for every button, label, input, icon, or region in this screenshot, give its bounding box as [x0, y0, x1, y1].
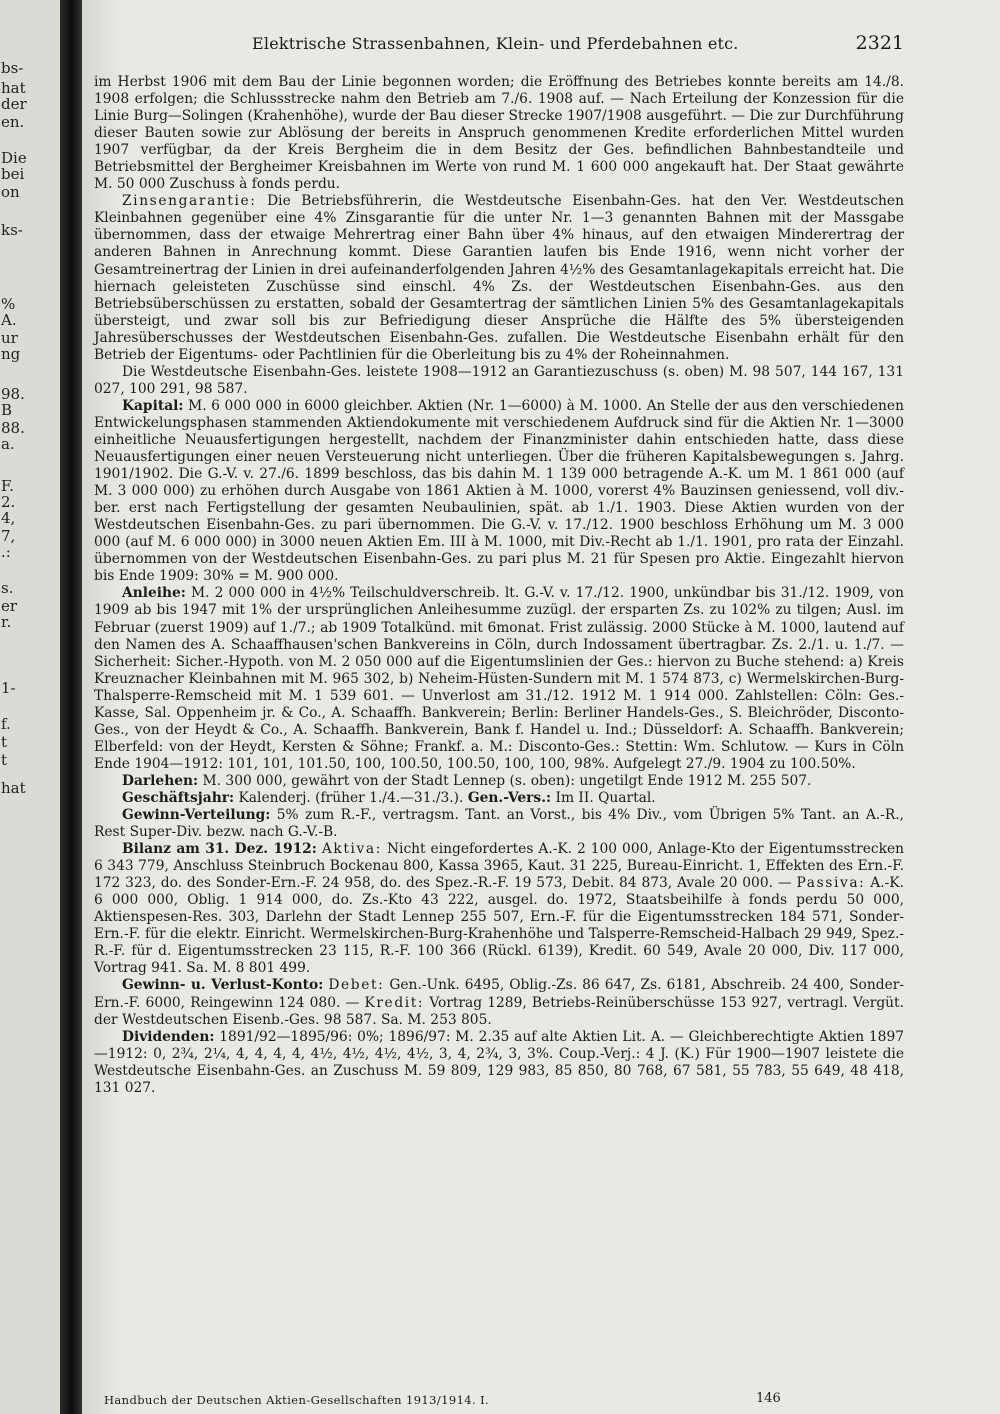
facing-page-fragment: 98. [1, 385, 25, 403]
paragraph-text: M. 2 000 000 in 4½% Teilschuldverschreib. lt. G.-V. v. 17./12. 1900, unkündbar bis 31./12. 1909, von 1909 ab bis 1947 mit 1% der ursprünglichen Anleihesumme zuzügl. der ersparten Zs. zu 102% zu tilgen; Ausl. im Februar (zuerst 1909) auf 1./7.; ab 1909 Totalkünd. mit 6monat. Frist zulässig. 2000 Stücke à M. 1000, lautend auf den Namen des A. Schaaffhausen'schen Bankvereins in Cöln, durch Indossament übertragbar. Zs. 2./1. u. 1./7. — Sicherheit: Sicher.-Hypoth. von M. 2 050 000 auf die Eigentumslinien der Ges.: hiervon zu Buche stehend: a) Kreis Kreuznacher Kleinbahnen mit M. 965 302, b) Neheim-Hüsten-Sundern mit M. 1 574 873, c) Wermelskirchen-Burg-Thalsperre-Remscheid mit M. 1 539 601. — Unverlost am 31./12. 1912 M. 1 914 000. Zahlstellen: Cöln: Ges.-Kasse, Sal. Oppenheim jr. & Co., A. Schaaffh. Bankverein; Berlin: Berliner Handels-Ges., S. Bleichröder, Disconto-Ges., von der Heydt & Co., A. Schaaffh. Bankverein, Bank f. Handel u. Ind.; Düsseldorf: A. Schaaffh. Bankverein; Elberfeld: von der Heydt, Kersten & Söhne; Frankf. a. M.: Disconto-Ges.: Stettin: Wm. Schlutow. — Kurs in Cöln Ende 1904—1912: 101, 101, 101.50, 100, 100.50, 100.50, 100, 100, 98%. Aufgelegt 27./9. 1904 zu 100.50%. [94, 585, 904, 772]
paragraph-anleihe [94, 585, 904, 773]
facing-page-fragment: er [1, 597, 18, 615]
book-gutter [60, 0, 84, 1414]
paragraph-gewinn-verlust [94, 977, 904, 1028]
subsection-label: Aktiva: [321, 841, 382, 858]
facing-page-fragment: A. [1, 311, 17, 329]
paragraph-text: M. 300 000, gewährt von der Stadt Lennep (s. oben): ungetilgt Ende 1912 M. 255 507. [202, 772, 812, 789]
paragraph-dividenden [94, 1029, 904, 1097]
facing-page-fragment: 4, [1, 509, 16, 527]
footer-signature: 146 [756, 1391, 781, 1406]
subsection-label: Passiva: [796, 875, 866, 892]
facing-page-fragment: hat [1, 79, 26, 97]
facing-page-fragment: f. [1, 715, 11, 733]
paragraph-garantiezuschuss [94, 364, 904, 398]
page-number: 2321 [855, 32, 904, 54]
facing-page-fragment: r. [1, 613, 12, 631]
facing-page-fragment: F. [1, 477, 14, 495]
facing-page-fragment: 7, [1, 527, 16, 545]
facing-page-fragment: ur [1, 329, 18, 347]
facing-page-fragment: en. [1, 113, 25, 131]
section-label: Kapital: [122, 397, 184, 414]
paragraph-zinsengarantie [94, 193, 904, 363]
document-page [82, 0, 1000, 1414]
paragraph-gewinn-verteilung [94, 807, 904, 841]
subsection-label: Debet: [328, 977, 385, 994]
paragraph-text: A.-K. 6 000 000, Oblig. 1 914 000, do. Zs.-Kto 43 222, ausgel. do. 1972, Staatsbeihilfe à fonds perdu 50 000, Aktienspesen-Res. 303, Darlehn der Stadt Lennep 255 507, Ern.-F. für die Eigentumsstrecken 184 571, Sonder-Ern.-F. für die elektr. Einricht. Wermelskirchen-Burg-Krahenhöhe und Talsperre-Remscheid-Halbach 29 949, Spez.-R.-F. für d. Eigentumsstrecken 23 115, R.-F. 100 366 (Rückl. 6139), Kredit. 60 549, Avale 20 000, Div. 117 000, Vortrag 941. Sa. M. 8 801 499. [94, 875, 905, 977]
section-label: Zinsengarantie: [122, 193, 257, 210]
section-label: Anleihe: [122, 585, 186, 602]
paragraph-text: Kalenderj. (früher 1./4.—31./3.). [238, 789, 464, 806]
facing-page-fragment: on [1, 183, 20, 201]
paragraph-text: im Herbst 1906 mit dem Bau der Linie begonnen worden; die Eröffnung des Betriebes konnte bereits am 14./8. 1908 erfolgen; die Schlussstrecke nahm den Betrieb am 7./6. 1908 auf. — Nach Erteilung der Konzession für die Linie Burg—Solingen (Krahenhöhe), wurde der Bau dieser Strecke 1907/1908 ausgeführt. — Die zur Durchführung dieser Bauten sowie zur Ablösung der bereits in Anspruch genommenen Kredite erforderlichen Mittel wurden 1907 verfügbar, da der Kreis Bergheim die in dem Besitz der Ges. befindlichen Bahnbestandteile und Betriebsmittel der Bergheimer Kreisbahnen im Werte von rund M. 1 600 000 angekauft hat. Der Staat gewährte M. 50 000 Zuschuss à fonds perdu. [94, 74, 904, 193]
facing-page-fragment: % [1, 295, 16, 313]
paragraph-text: M. 6 000 000 in 6000 gleichber. Aktien (Nr. 1—6000) à M. 1000. An Stelle der aus den verschiedenen Entwickelungsphasen stammenden Aktiendokumente mit verschiedenem Aufdruck sind für die Aktien Nr. 1—3000 einheitliche Neuausfertigungen hergestellt, nachdem der Finanzminister dahin entschieden hatte, dass diese Neuausfertigungen einer neuen Versteuerung nicht unterliegen. Über die früheren Kapitalsbewegungen s. Jahrg. 1901/1902. Die G.-V. v. 27./6. 1899 beschloss, das bis dahin M. 1 139 000 betragende A.-K. um M. 1 861 000 (auf M. 3 000 000) zu erhöhen durch Ausgabe von 1861 Aktien à M. 1000, vorerst 4% Bauzinsen geniessend, voll div.-ber. erst nach Fertigstellung der gesamten Neubaulinien, spät. ab 1./1. 1903. Diese Aktien wurden von der Westdeutschen Eisenbahn-Ges. zu pari übernommen. Die G.-V. v. 17./12. 1900 beschloss Erhöhung um M. 3 000 000 (auf M. 6 000 000) in 3000 neuen Aktien Em. III à M. 1000, mit Div.-Recht ab 1./1. 1901, pro rata der Einzahl. übernommen von der Westdeutschen Eisenbahn-Ges. zu pari plus M. 21 für Spesen pro Aktie. Eingezahlt hiervon bis Ende 1909: 30% = M. 900 000. [94, 397, 904, 585]
paragraph-text: Nicht eingefordertes A.-K. 2 100 000, Anlage-Kto der Eigentumsstrecken 6 343 779, Anschluss Steinbruch Bockenau 800, Kassa 3965, Kaut. 31 225, Bureau-Einricht. 1, Effekten des Ern.-F. 172 323, do. des Sonder-Ern.-F. 24 958, do. des Spez.-R.-F. 19 573, Debit. 84 873, Avale 20 000. — [94, 841, 905, 892]
paragraph-text: Die Betriebsführerin, die Westdeutsche Eisenbahn-Ges. hat den Ver. Westdeutschen Kleinbahnen gegenüber eine 4% Zinsgarantie für die unter Nr. 1—3 genannten Bahnen mit der Massgabe übernommen, dass der etwaige Mehrertrag einer Bahn über 4% hinaus, auf den etwaigen Minderertrag der anderen Bahnen in Anrechnung kommt. Diese Garantien laufen bis Ende 1916, wenn nicht vorher der Gesamtreinertrag der Linien in drei aufeinanderfolgenden Jahren 4½% des Gesamtanlagekapitals erreicht hat. Die hiernach geleisteten Zuschüsse sind einschl. 4% Zs. der Westdeutschen Eisenbahn-Ges. aus den Betriebsüberschüssen zu erstatten, sobald der Gesamtertrag der sämtlichen Linien 5% des Gesamtanlagekapitals übersteigt, und zwar soll bis zur Befriedigung dieser Ansprüche die Hälfte des 5% übersteigenden Jahresüberschusses der Westdeutschen Eisenbahn-Ges. zufallen. Die Westdeutsche Eisenbahn erhält für den Betrieb der Eigentums- oder Pachtlinien für die Oberleitung bis zu 4% der Roheinnahmen. [94, 193, 904, 363]
footer-source: Handbuch der Deutschen Aktien-Gesellschaften 1913/1914. I. [104, 1393, 490, 1407]
paragraph-darlehen [94, 773, 904, 790]
section-label: Bilanz am 31. Dez. 1912: [122, 841, 317, 858]
facing-page-fragment: a. [1, 435, 15, 453]
facing-page-fragment: 2. [1, 493, 16, 511]
section-label: Gen.-Vers.: [467, 789, 552, 806]
section-label: Geschäftsjahr: [122, 789, 235, 806]
facing-page-fragment: B [1, 401, 13, 419]
facing-page-fragment: hat [1, 779, 26, 797]
paragraph-text: Die Westdeutsche Eisenbahn-Ges. leistete 1908—1912 an Garantiezuschuss (s. oben) M. 98 507, 144 167, 131 027, 100 291, 98 587. [94, 363, 904, 397]
paragraph-geschaeftsjahr [94, 790, 904, 807]
facing-page-fragment: 88. [1, 419, 25, 437]
section-label: Darlehen: [122, 772, 199, 789]
paragraph-text: Im II. Quartal. [555, 789, 656, 806]
section-label: Dividenden: [122, 1028, 215, 1045]
facing-page-fragment: ng [1, 345, 21, 363]
facing-page-edge [0, 0, 68, 1414]
facing-page-fragment: 1- [1, 679, 16, 697]
paragraph-bilanz [94, 841, 904, 977]
facing-page-fragment: s. [1, 579, 14, 597]
facing-page-fragment: .: [1, 543, 11, 561]
facing-page-fragment: der [1, 95, 27, 113]
body-text [94, 74, 904, 1097]
paragraph-text: 1891/92—1895/96: 0%; 1896/97: M. 2.35 auf alte Aktien Lit. A. — Gleichberechtigte Aktien 1897—1912: 0, 2¾, 2¼, 4, 4, 4, 4, 4½, 4½, 4½, 4½, 3, 4, 2¾, 3, 3%. Coup.-Verj.: 4 J. (K.) Für 1900—1907 leistete die Westdeutsche Eisenbahn-Ges. an Zuschuss M. 59 809, 129 983, 85 850, 80 768, 67 581, 55 783, 55 649, 48 418, 131 027. [94, 1028, 905, 1096]
subsection-label: Kredit: [364, 994, 425, 1011]
section-label: Gewinn- u. Verlust-Konto: [122, 977, 324, 994]
facing-page-fragment: Die [1, 149, 27, 167]
section-label: Gewinn-Verteilung: [122, 807, 271, 824]
facing-page-fragment: ks- [1, 221, 23, 239]
facing-page-fragment: bs- [1, 59, 24, 77]
facing-page-fragment: t [1, 751, 8, 769]
running-title: Elektrische Strassenbahnen, Klein- und Pferdebahnen etc. [252, 34, 739, 53]
facing-page-fragment: t [1, 733, 8, 751]
paragraph-construction [94, 74, 904, 193]
paragraph-text: Gen.-Unk. 6495, Oblig.-Zs. 86 647, Zs. 6181, Abschreib. 24 400, Sonder-Ern.-F. 6000, Reingewinn 124 080. — [94, 977, 904, 1011]
paragraph-text: 5% zum R.-F., vertragsm. Tant. an Vorst., bis 4% Div., vom Übrigen 5% Tant. an A.-R., Rest Super-Div. bezw. nach G.-V.-B. [94, 807, 904, 841]
facing-page-fragment: bei [1, 165, 25, 183]
paragraph-text: Vortrag 1289, Betriebs-Reinüberschüsse 153 927, vertragl. Vergüt. der Westdeutschen Eisenb.-Ges. 98 587. Sa. M. 253 805. [94, 994, 904, 1028]
paragraph-kapital [94, 398, 904, 586]
